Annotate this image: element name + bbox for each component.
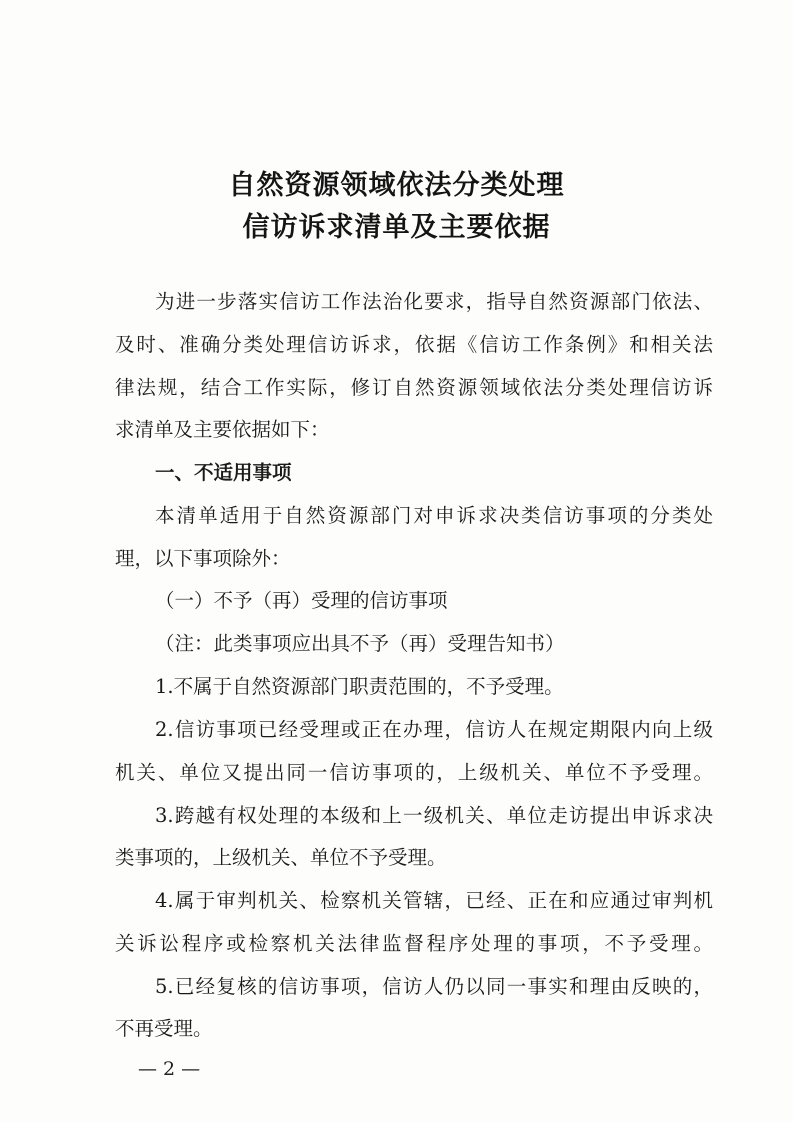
item-2-line-1: 2.信访事项已经受理或正在办理，信访人在规定期限内向上级 [155,718,713,741]
section-1-intro-line-2: 理，以下事项除外： [115,547,291,570]
intro-line-2: 及时、准确分类处理信访诉求，依据《信访工作条例》和相关法 [115,333,713,356]
item-3-line-1: 3.跨越有权处理的本级和上一级机关、单位走访提出申诉求决 [155,804,713,827]
intro-line-3: 律法规，结合工作实际，修订自然资源领域依法分类处理信访诉 [115,376,713,399]
item-4-line-2: 关诉讼程序或检察机关法律监督程序处理的事项，不予受理。 [115,932,713,955]
item-5-line-2: 不再受理。 [115,1017,213,1040]
document-title-line-1: 自然资源领域依法分类处理 [228,170,565,201]
subsection-1-heading: （一）不予（再）受理的信访事项 [155,589,448,612]
section-1-intro-line-1: 本清单适用于自然资源部门对申诉求决类信访事项的分类处 [155,504,713,527]
subsection-1-note: （注：此类事项应出具不予（再）受理告知书） [155,632,565,655]
section-1-heading: 一、不适用事项 [155,461,292,484]
document-title-line-2: 信访诉求清单及主要依据 [242,212,551,243]
item-1-line-1: 1.不属于自然资源部门职责范围的，不予受理。 [155,675,564,698]
item-4-line-1: 4.属于审判机关、检察机关管辖，已经、正在和应通过审判机 [155,889,713,912]
item-5-line-1: 5.已经复核的信访事项，信访人仍以同一事实和理由反映的， [155,975,713,998]
intro-line-1: 为进一步落实信访工作法治化要求，指导自然资源部门依法、 [155,290,713,313]
intro-line-4: 求清单及主要依据如下： [115,418,330,441]
item-3-line-2: 类事项的，上级机关、单位不予受理。 [115,846,447,869]
item-2-line-2: 机关、单位又提出同一信访事项的，上级机关、单位不予受理。 [115,761,713,784]
page-number: — 2 — [138,1058,201,1080]
